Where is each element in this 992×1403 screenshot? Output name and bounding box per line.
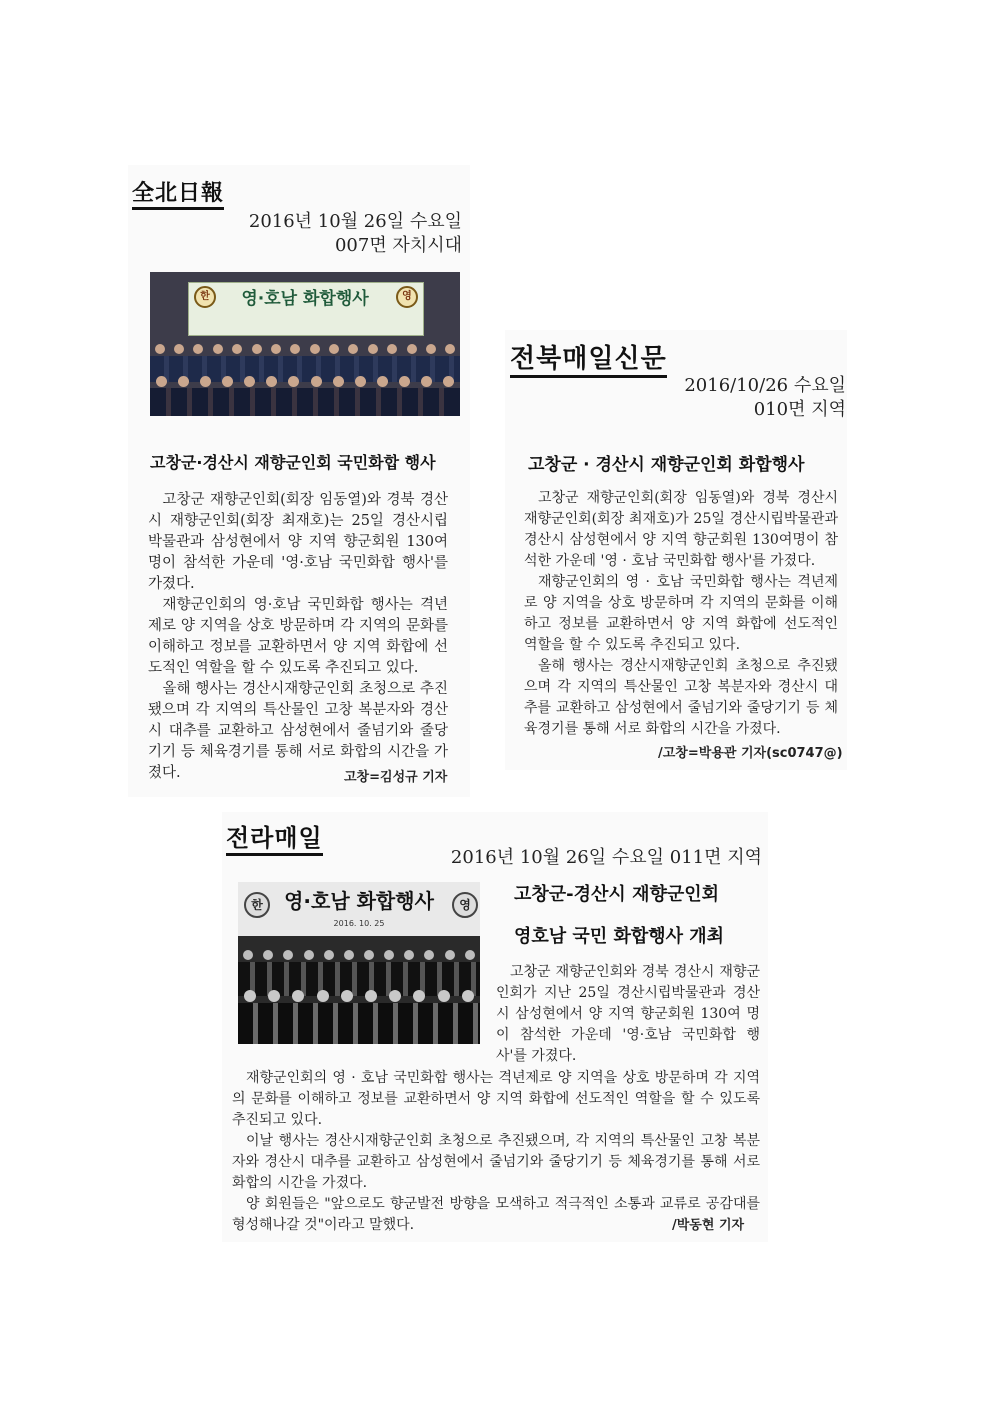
clip2-date-line: 2016/10/26 수요일 010면 지역 — [684, 375, 846, 420]
photo-banner-date: 2016. 10. 25 — [333, 919, 385, 928]
clip2-headline: 고창군 · 경산시 재향군인회 화합행사 — [528, 455, 805, 475]
masthead-jeolla-maeil: 전라매일 — [226, 818, 323, 853]
clip2-article-body — [524, 488, 838, 740]
clip3-headline-line1: 고창군-경산시 재향군인회 — [514, 884, 720, 905]
emblem-icon: 한 — [244, 892, 270, 918]
paragraph: 고창군 재향군인회(회장 임동열)와 경북 경산시 재향군인회(회장 최재호)가 25일 경산시립박물관과 경산시 삼성현에서 양 지역 향군회원 130여명이 참석한 가운데 '영 · 호남 국민화합 행사'를 가졌다. — [524, 490, 838, 569]
clip3-article-body — [232, 1068, 760, 1236]
paragraph: 올해 행사는 경산시재향군인회 초청으로 추진됐으며 각 지역의 특산물인 고창 복분자와 경산시 대추를 교환하고 삼성현에서 줄넘기와 줄당기기 등 체육경기를 통해 서로 화합의 시간을 가졌다. — [524, 658, 838, 737]
paragraph: 고창군 재향군인회(회장 임동열)와 경북 경산시 재향군인회(회장 최재호)는 25일 경산시립박물관과 삼성현에서 양 지역 향군회원 130여 명이 참석한 가운데 '영·호남 국민화합 행사'를 가졌다. — [148, 492, 448, 592]
photo-banner-title: 영·호남 화합행사 — [241, 289, 369, 309]
clip1-byline: 고창=김성규 기자 — [344, 770, 448, 785]
clip3-intro-paragraph — [496, 962, 760, 1067]
paragraph: 양 회원들은 "앞으로도 향군발전 방향을 모색하고 적극적인 소통과 교류로 공감대를 형성해나갈 것"이라고 말했다. — [232, 1196, 760, 1233]
clip2-byline: /고창=박용관 기자(sc0747@) — [658, 746, 843, 761]
clip3-date-line: 2016년 10월 26일 수요일 011면 지역 — [450, 847, 762, 868]
emblem-icon: 영 — [452, 892, 478, 918]
paragraph: 고창군 재향군인회와 경북 경산시 재향군인회가 지난 25일 경산시립박물관과 경산시 삼성현에서 양 지역 향군회원 130여 명이 참석한 가운데 '영·호남 국민화합 행사'를 가졌다. — [496, 964, 760, 1064]
paragraph: 올해 행사는 경산시재향군인회 초청으로 추진됐으며 각 지역의 특산물인 고창 복분자와 경산시 대추를 교환하고 삼성현에서 줄넘기와 줄당기기 등 체육경기를 통해 서로 화합의 시간을 가졌다. — [148, 681, 448, 781]
paragraph: 재향군인회의 영 · 호남 국민화합 행사는 격년제로 양 지역을 상호 방문하며 각 지역의 문화를 이해하고 정보를 교환하면서 양 지역 화합에 선도적인 역할을 할 수 있도록 추진되고 있다. — [524, 574, 838, 653]
clip3-headline-line2: 영호남 국민 화합행사 개최 — [514, 926, 725, 947]
emblem-icon: 한 — [194, 286, 216, 308]
emblem-icon: 영 — [396, 286, 418, 308]
clip3-byline: /박동현 기자 — [672, 1218, 745, 1233]
masthead-jeonbuk-ilbo: 全北日報 — [132, 176, 224, 207]
clip1-date-line: 2016년 10월 26일 수요일 007면 자치시대 — [248, 211, 462, 256]
paragraph: 재향군인회의 영 · 호남 국민화합 행사는 격년제로 양 지역을 상호 방문하며 각 지역의 문화를 이해하고 정보를 교환하면서 양 지역 화합에 선도적인 역할을 할 수 있도록 추진되고 있다. — [232, 1070, 760, 1128]
clip1-article-body — [148, 490, 448, 784]
paragraph: 이날 행사는 경산시재향군인회 초청으로 추진됐으며, 각 지역의 특산물인 고창 복분자와 경산시 대추를 교환하고 삼성현에서 줄넘기와 줄당기기 등 체육경기를 통해 서로 화합의 시간을 가졌다. — [232, 1133, 760, 1191]
photo-banner-title: 영·호남 화합행사 — [284, 889, 434, 913]
masthead-jeonbuk-maeil: 전북매일신문 — [510, 338, 667, 375]
clip1-photo — [150, 272, 460, 416]
clip3-photo — [238, 882, 480, 1044]
paragraph: 재향군인회의 영·호남 국민화합 행사는 격년제로 양 지역을 상호 방문하며 각 지역의 문화를 이해하고 정보를 교환하면서 양 지역 화합에 선도적인 역할을 할 수 있도록 추진되고 있다. — [148, 597, 448, 676]
clip1-headline: 고창군·경산시 재향군인회 국민화합 행사 — [150, 453, 436, 472]
